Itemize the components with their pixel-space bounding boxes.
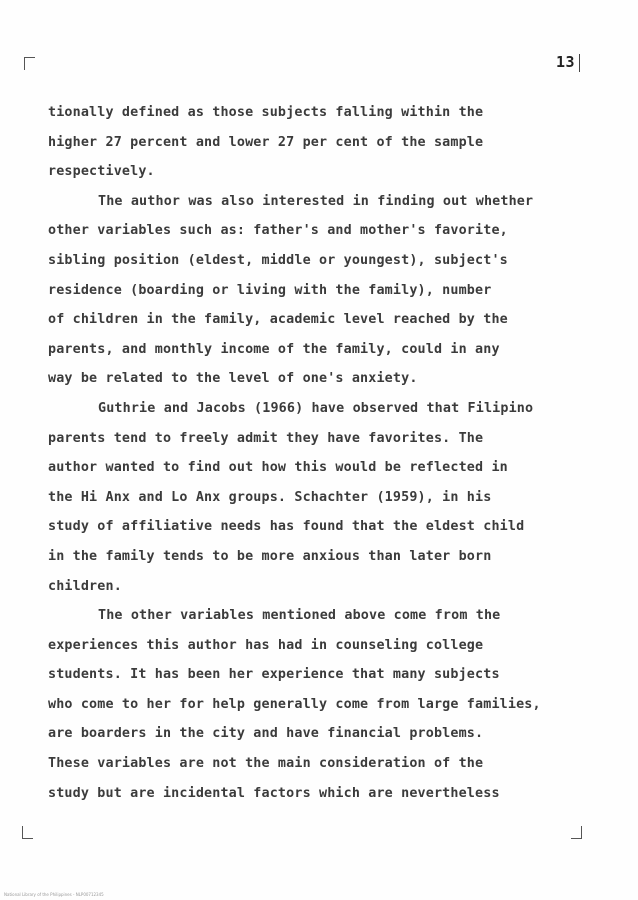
text-line: students. It has been her experience that many subjects: [48, 667, 500, 683]
text-line: children.: [48, 578, 122, 594]
text-line: are boarders in the city and have financial problems.: [48, 726, 484, 742]
text-line: in the family tends to be more anxious than later born: [48, 548, 492, 564]
crop-mark-bottom-left: [22, 826, 33, 839]
text-line: study of affiliative needs has found that the eldest child: [48, 519, 525, 535]
paragraph-start-line: The other variables mentioned above come from the: [98, 608, 501, 624]
text-line: higher 27 percent and lower 27 per cent of the sample: [48, 134, 484, 150]
paragraph-start-line: Guthrie and Jacobs (1966) have observed that Filipino: [98, 400, 534, 416]
text-line: way be related to the level of one's anxiety.: [48, 371, 418, 387]
text-line: sibling position (eldest, middle or youngest), subject's: [48, 252, 508, 268]
text-line: parents, and monthly income of the family, could in any: [48, 341, 500, 357]
text-line: tionally defined as those subjects falling within the: [48, 105, 484, 120]
page-number: 13: [556, 53, 576, 71]
text-line: experiences this author has had in counseling college: [48, 637, 484, 653]
crop-mark-top-left: [24, 57, 35, 70]
text-line: residence (boarding or living with the family), number: [48, 282, 492, 298]
text-line: These variables are not the main consideration of the: [48, 756, 484, 772]
text-line: other variables such as: father's and mother's favorite,: [48, 223, 508, 239]
page-number-mark: [579, 54, 580, 72]
text-line: of children in the family, academic level reached by the: [48, 312, 508, 328]
paragraph-start-line: The author was also interested in finding out whether: [98, 193, 534, 209]
text-line: parents tend to freely admit they have favorites. The: [48, 430, 484, 446]
text-line: who come to her for help generally come from large families,: [48, 696, 541, 712]
text-line: author wanted to find out how this would be reflected in: [48, 460, 508, 476]
text-line: the Hi Anx and Lo Anx groups. Schachter (1959), in his: [48, 489, 492, 505]
text-line: study but are incidental factors which are nevertheless: [48, 785, 500, 801]
archive-footer-note: National Library of the Philippines - NLP00712345: [4, 892, 104, 897]
body-text: [48, 98, 588, 808]
crop-mark-bottom-right: [571, 826, 582, 839]
text-line: respectively.: [48, 164, 155, 180]
